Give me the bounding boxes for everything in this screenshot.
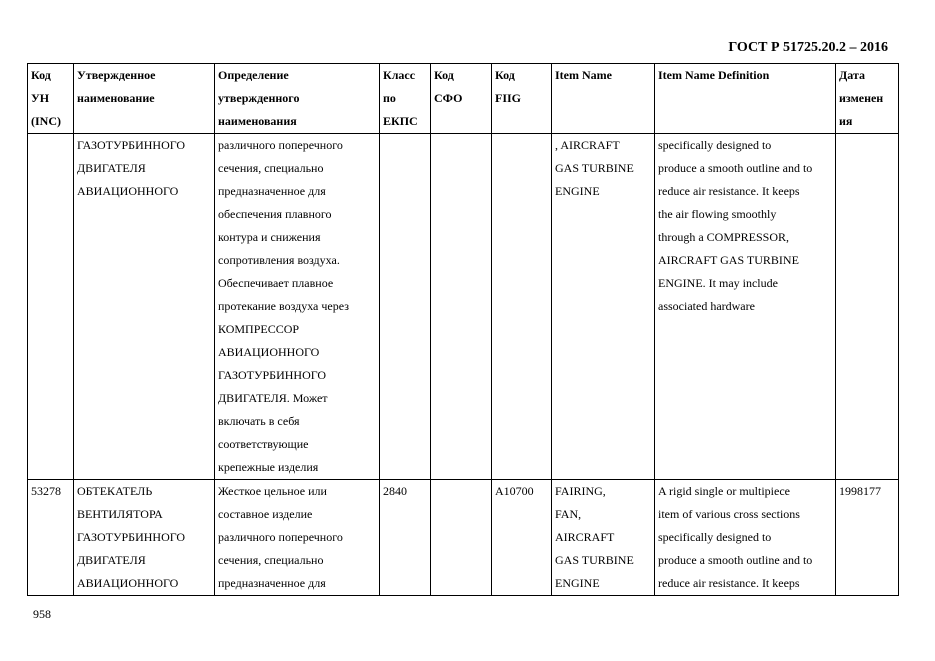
cell-fiig-code: A10700 bbox=[492, 480, 552, 596]
cell-item-name-definition: specifically designed to produce a smooth outline and to reduce air resistance. It keeps the air flowing smoothly through a COMPRESSOR, AIRCRAFT GAS TURBINE ENGINE. It may include associated hardware bbox=[655, 134, 836, 480]
cell-item-name-definition: A rigid single or multipiece item of various cross sections specifically designed to produce a smooth outline and to reduce air resistance. It keeps bbox=[655, 480, 836, 596]
header-approved-name: Утвержденное наименование bbox=[74, 64, 215, 134]
cell-name-definition-ru: различного поперечного сечения, специально предназначенное для обеспечения плавного контура и снижения сопротивления воздуха. Обеспечивает плавное протекание воздуха через КОМПРЕССОР АВИАЦИОННОГО ГАЗОТУРБИННОГО ДВИГАТЕЛЯ. Может включать в себя соответствующие крепежные изделия bbox=[215, 134, 380, 480]
cell-change-date bbox=[836, 134, 899, 480]
cell-change-date: 1998177 bbox=[836, 480, 899, 596]
cell-item-name: , AIRCRAFT GAS TURBINE ENGINE bbox=[552, 134, 655, 480]
header-item-name: Item Name bbox=[552, 64, 655, 134]
header-fiig-code: Код FIIG bbox=[492, 64, 552, 134]
header-inc-code: Код УН (INC) bbox=[28, 64, 74, 134]
table-header-row bbox=[28, 64, 899, 134]
cell-sfo-code bbox=[431, 480, 492, 596]
header-item-name-definition: Item Name Definition bbox=[655, 64, 836, 134]
cell-ekps-class bbox=[380, 134, 431, 480]
header-ekps-class: Класс по ЕКПС bbox=[380, 64, 431, 134]
standard-designation: ГОСТ Р 51725.20.2 – 2016 bbox=[728, 40, 888, 55]
table-row-continuation bbox=[28, 134, 899, 480]
header-change-date: Дата изменен ия bbox=[836, 64, 899, 134]
cell-item-name: FAIRING, FAN, AIRCRAFT GAS TURBINE ENGINE bbox=[552, 480, 655, 596]
page-number: 958 bbox=[33, 607, 51, 621]
table-row-53278 bbox=[28, 480, 899, 596]
item-name-table bbox=[27, 63, 899, 596]
cell-approved-name: ОБТЕКАТЕЛЬ ВЕНТИЛЯТОРА ГАЗОТУРБИННОГО ДВИГАТЕЛЯ АВИАЦИОННОГО bbox=[74, 480, 215, 596]
header-name-definition-ru: Определение утвержденного наименования bbox=[215, 64, 380, 134]
cell-name-definition-ru: Жесткое цельное или составное изделие различного поперечного сечения, специально предназначенное для bbox=[215, 480, 380, 596]
header-sfo-code: Код СФО bbox=[431, 64, 492, 134]
cell-sfo-code bbox=[431, 134, 492, 480]
cell-ekps-class: 2840 bbox=[380, 480, 431, 596]
cell-inc-code: 53278 bbox=[28, 480, 74, 596]
cell-fiig-code bbox=[492, 134, 552, 480]
cell-approved-name: ГАЗОТУРБИННОГО ДВИГАТЕЛЯ АВИАЦИОННОГО bbox=[74, 134, 215, 480]
cell-inc-code bbox=[28, 134, 74, 480]
